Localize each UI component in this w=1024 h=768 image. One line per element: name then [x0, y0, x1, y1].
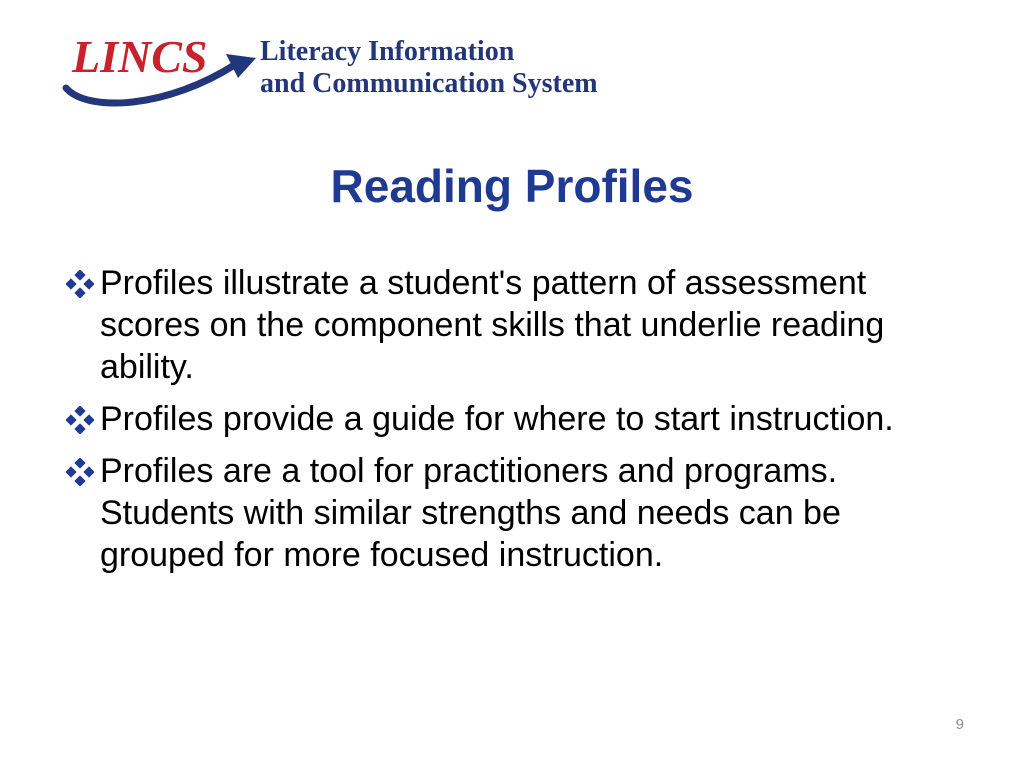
bullet-list [64, 262, 964, 586]
bullet-text: Profiles are a tool for practitioners and programs. Students with similar strengths and needs can be grouped for more focused instruction. [100, 452, 841, 574]
diamond-bullet-icon [66, 406, 94, 434]
logo-wordmark: LINCS [72, 31, 208, 82]
lincs-logo [58, 28, 658, 110]
bullet-item [64, 398, 964, 440]
slide-title: Reading Profiles [330, 160, 694, 212]
logo-tagline [260, 36, 598, 100]
logo-tagline-line2: and Communication System [260, 68, 598, 99]
diamond-bullet-icon [66, 270, 94, 298]
diamond-bullet-icon [66, 458, 94, 486]
bullet-item [64, 262, 964, 388]
bullet-text: Profiles provide a guide for where to start instruction. [100, 400, 894, 438]
bullet-item [64, 450, 964, 576]
page-number: 9 [955, 716, 964, 733]
logo-tagline-line1: Literacy Information [260, 36, 515, 67]
bullet-text: Profiles illustrate a student's pattern of assessment scores on the component skills that underlie reading ability. [100, 264, 885, 386]
